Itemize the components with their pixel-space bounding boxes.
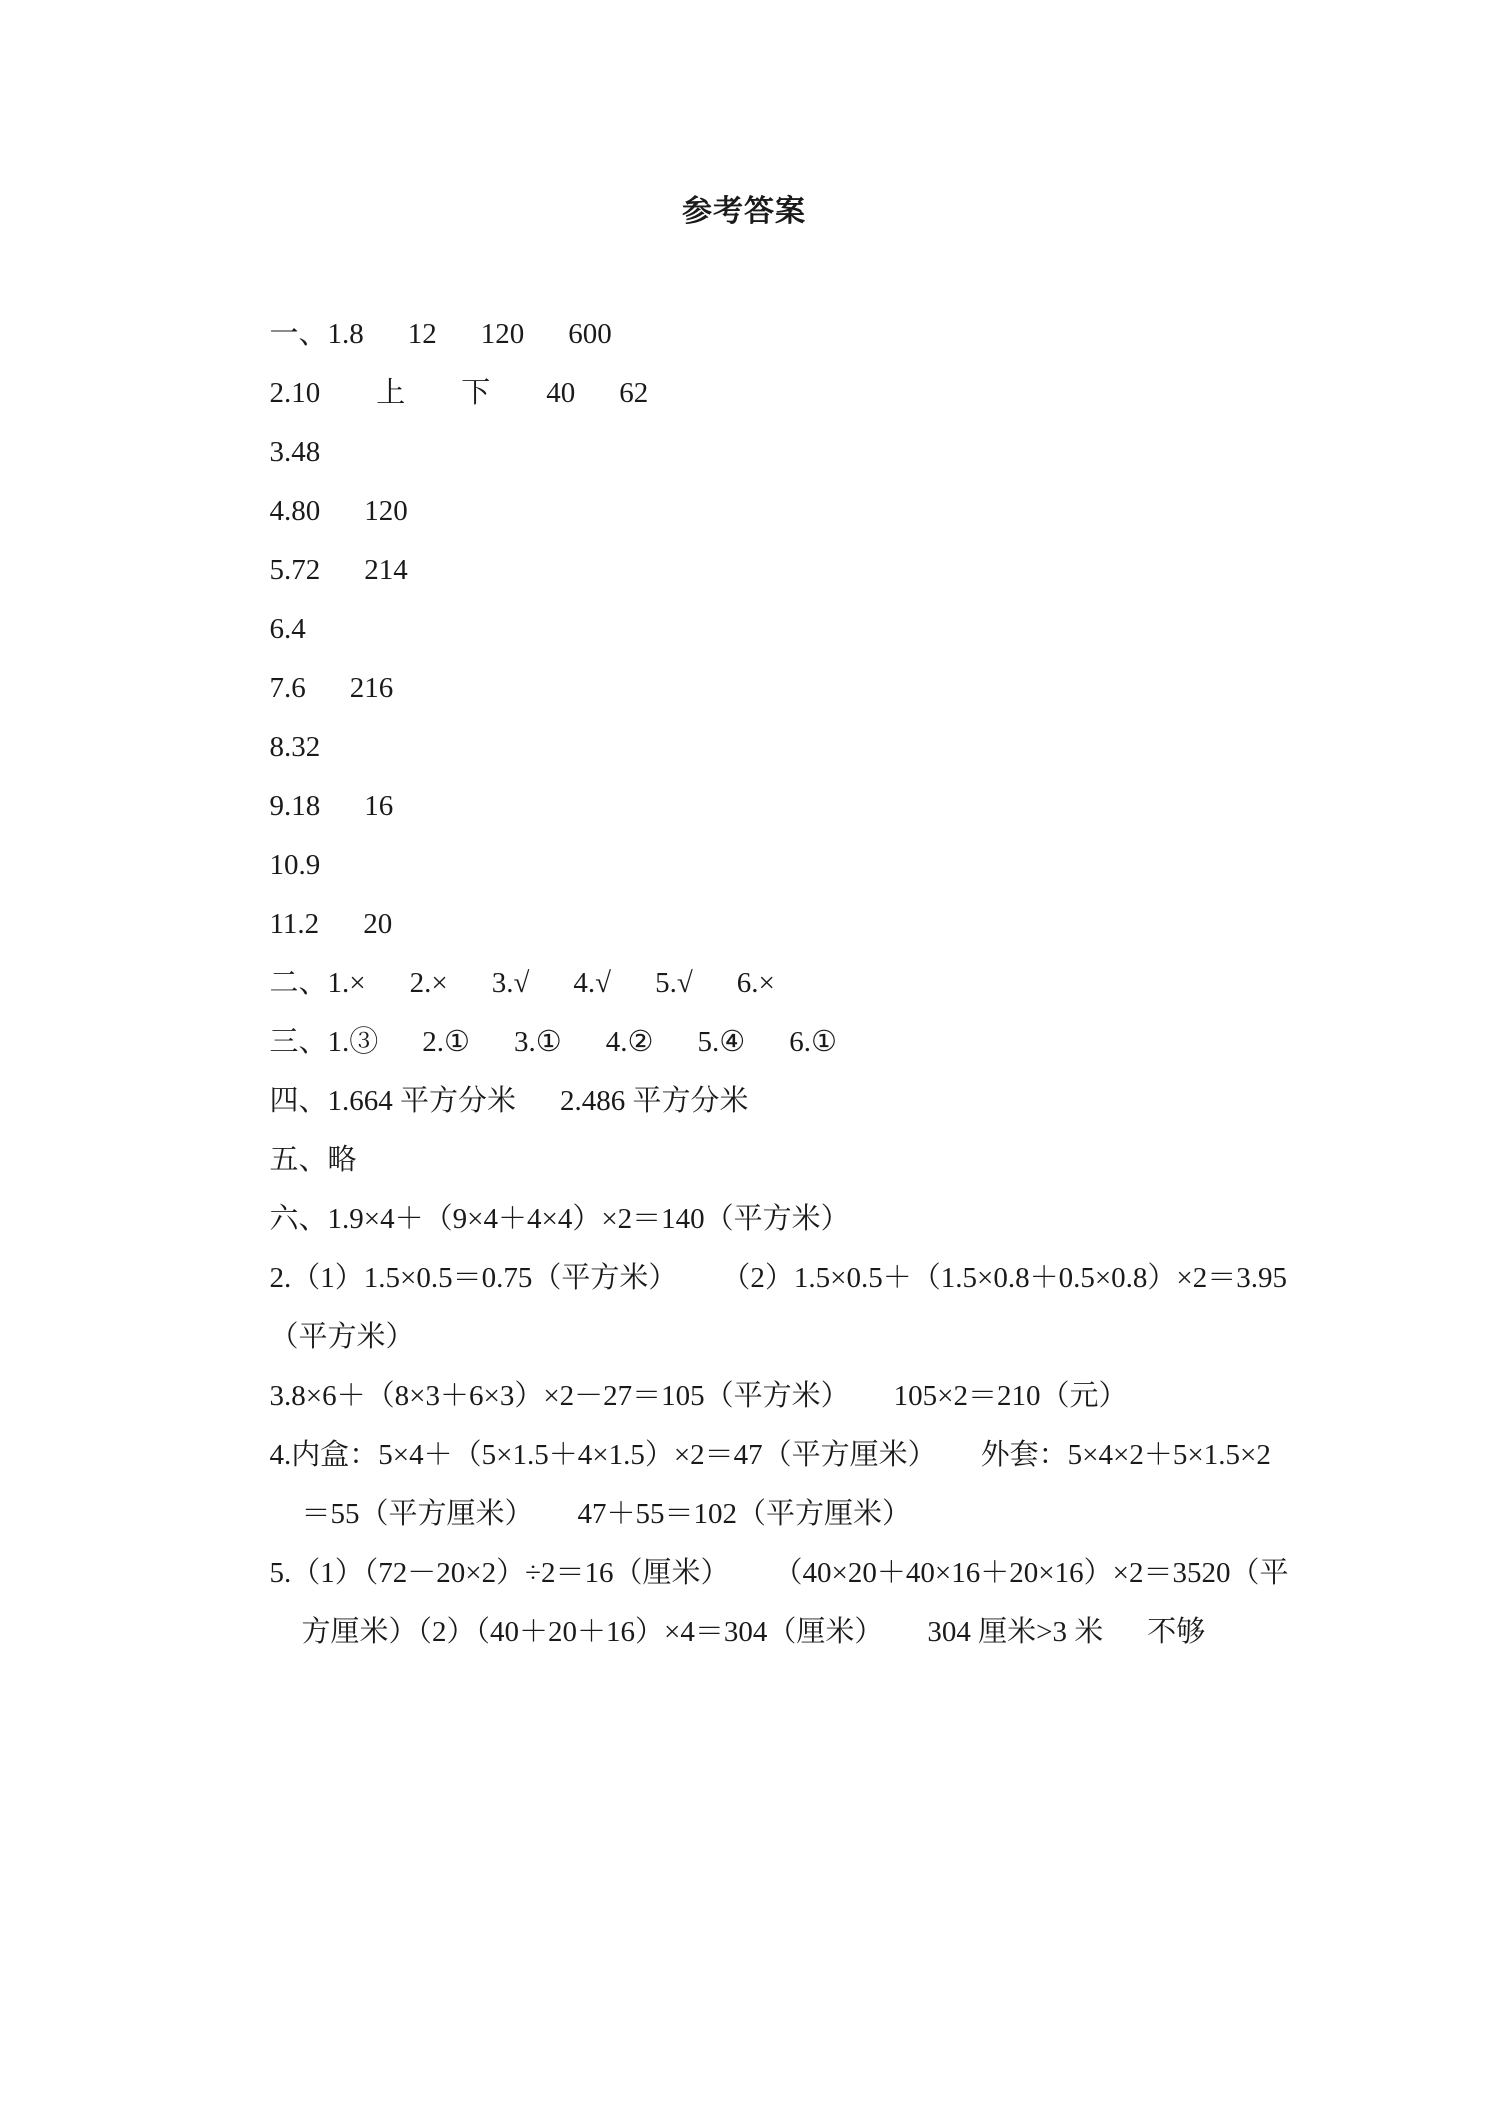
answer-segment: 600 [568,318,612,350]
answer-segment: 方厘米）（2）（40＋20＋16）×4＝304（厘米） [301,1616,884,1648]
answer-segment: 四、1.664 平方分米 [269,1085,517,1117]
answer-segment: （2）1.5×0.5＋（1.5×0.8＋0.5×0.8）×2＝3.95 [721,1262,1288,1294]
answer-segment: 3.48 [269,436,321,468]
answer-segment: 不够 [1147,1616,1206,1648]
answer-segment: 120 [364,495,408,527]
answer-segment: （平方米） [269,1321,415,1353]
answer-line-1-1 [226,246,1276,350]
answer-segment: 20 [363,908,393,940]
answer-segment: 8.32 [269,731,321,763]
answer-segment: 120 [480,318,525,350]
answer-segment: 下 [461,377,491,409]
answer-line-1-11 [226,836,1276,940]
answer-segment: 4.内盒：5×4＋（5×1.5＋4×1.5）×2＝47（平方厘米） [269,1439,937,1471]
answer-segment: 3.√ [491,967,530,999]
answer-segment: 2.（1）1.5×0.5＝0.75（平方米） [269,1262,678,1294]
answer-line-1-4 [226,423,1276,527]
answer-content [226,246,1289,1648]
answer-segment: 一、1.8 [269,318,364,350]
answer-segment: 5.④ [697,1026,746,1058]
answer-segment: 216 [349,672,394,704]
answer-segment: 6.× [736,967,775,999]
answer-segment: 六、1.9×4＋（9×4＋4×4）×2＝140（平方米） [269,1203,850,1235]
answer-segment: 11.2 [269,908,320,940]
answer-segment: 三、1.③ [269,1026,379,1058]
answer-segment: 外套：5×4×2＋5×1.5×2 [980,1439,1271,1471]
answer-line-1-7 [226,600,1276,704]
page-title: 参考答案 [682,195,806,228]
answer-segment: 5.√ [655,967,693,999]
answer-segment: 五、略 [269,1144,357,1176]
answer-segment: 4.80 [269,495,321,527]
answer-segment: 4.√ [573,967,612,999]
answer-segment: 304 厘米>3 米 [927,1616,1104,1648]
answer-segment: 4.② [605,1026,654,1058]
answer-segment: 3.8×6＋（8×3＋6×3）×2－27＝105（平方米） [269,1380,850,1412]
answer-segment: 9.18 [269,790,321,822]
answer-segment: 47＋55＝102（平方厘米） [577,1498,912,1530]
answer-segment: 2.486 平方分米 [560,1085,749,1117]
answer-segment: 2.10 [269,377,321,409]
answer-segment: 12 [407,318,437,350]
answer-segment: 6.4 [269,613,306,645]
answer-segment: 2.× [409,967,448,999]
answer-line-6-1 [226,1131,1276,1235]
answer-segment: （40×20＋40×16＋20×16）×2＝3520（平 [773,1557,1289,1589]
answer-segment: 6.① [789,1026,838,1058]
answer-segment: 5.（1）（72－20×2）÷2＝16（厘米） [269,1557,730,1589]
answer-segment: 5.72 [269,554,321,586]
answer-segment: ＝55（平方厘米） [301,1498,534,1530]
answer-segment: 3.① [514,1026,562,1058]
answer-segment: 16 [364,790,394,822]
answer-line-1-9 [226,718,1276,822]
answer-segment: 40 [546,377,576,409]
answer-segment: 62 [619,377,649,409]
answer-segment: 2.① [422,1026,471,1058]
answer-segment: 105×2＝210（元） [893,1380,1128,1412]
answer-segment: 214 [364,554,408,586]
answer-segment: 二、1.× [269,967,366,999]
answer-segment: 10.9 [269,849,321,881]
answer-segment: 7.6 [269,672,306,704]
answer-segment: 上 [376,377,406,409]
